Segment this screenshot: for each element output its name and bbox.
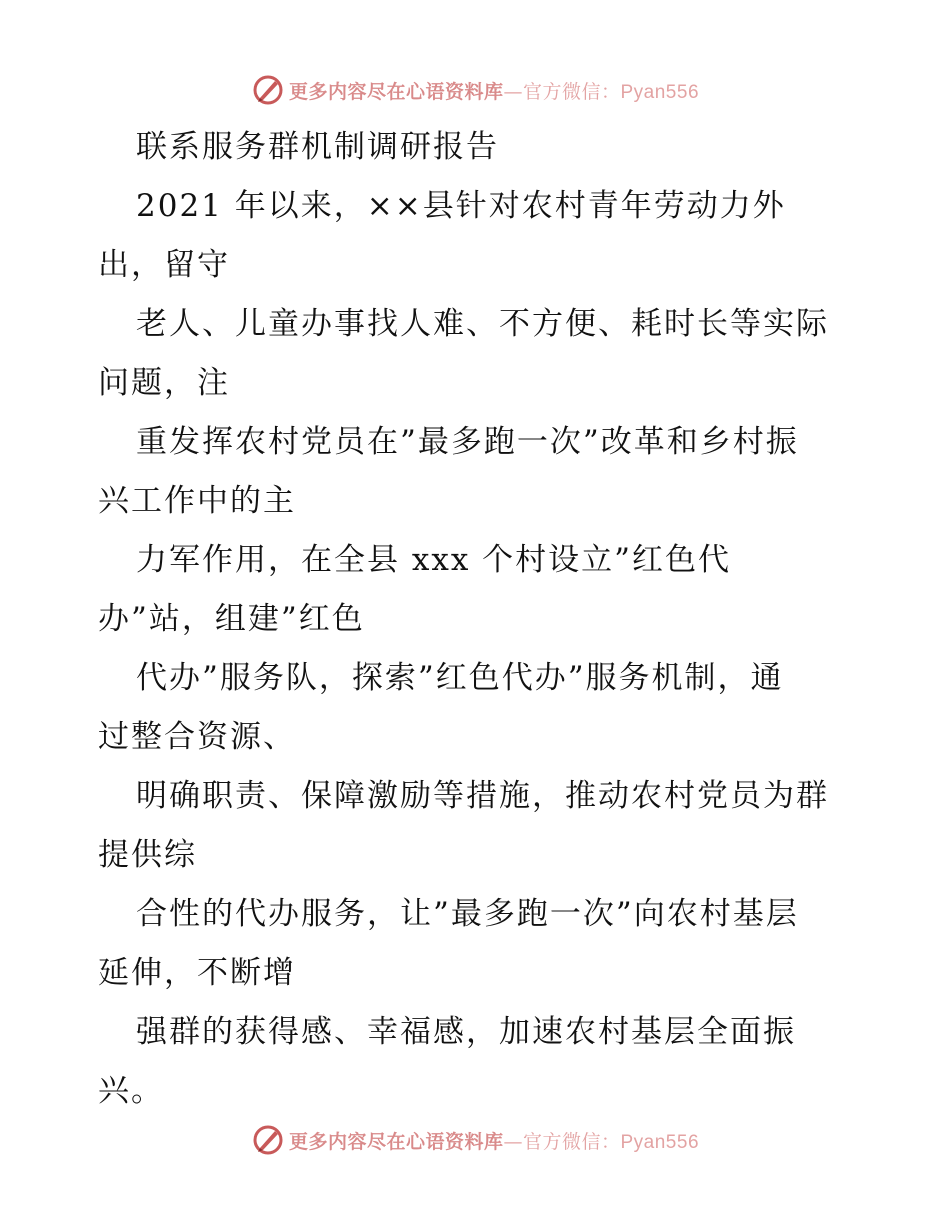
text-line: 明确职责、保障激励等措施，推动农村党员为群 [136, 778, 829, 814]
watermark-text [289, 1127, 699, 1154]
text-line: 兴工作中的主 [98, 483, 296, 519]
text-line: 过整合资源、 [98, 719, 296, 755]
text-line: 力军作用，在全县 xxx 个村设立”红色代 [136, 542, 732, 578]
watermark-dash: — [503, 1130, 523, 1153]
watermark-text [289, 77, 699, 104]
text-line: 合性的代办服务，让”最多跑一次”向农村基层 [136, 896, 799, 932]
text-line: 办”站，组建”红色 [98, 601, 365, 637]
document-body [98, 118, 878, 1121]
text-line: 提供综 [98, 837, 197, 873]
pen-logo-icon [251, 73, 285, 107]
text-line: 代办”服务队，探索”红色代办”服务机制，通 [136, 660, 784, 696]
text-line: 兴。 [98, 1073, 164, 1109]
text-line: 出，留守 [98, 247, 230, 283]
watermark-wechat-id: Pyan556 [620, 81, 700, 103]
pen-logo-icon [251, 1123, 285, 1157]
text-line: 重发挥农村党员在”最多跑一次”改革和乡村振 [136, 424, 799, 460]
watermark-wechat-id: Pyan556 [620, 1131, 700, 1153]
text-line: 联系服务群机制调研报告 [136, 129, 499, 165]
watermark-brand: 更多内容尽在心语资料库 [288, 80, 504, 103]
text-line: 2021 年以来，××县针对农村青年劳动力外 [136, 188, 786, 224]
watermark-dash: — [503, 80, 523, 103]
text-line: 问题，注 [98, 365, 230, 401]
watermark-wechat-label: 官方微信： [522, 1130, 621, 1153]
watermark-wechat-label: 官方微信： [522, 80, 621, 103]
text-line: 延伸，不断增 [98, 955, 296, 991]
header-watermark [0, 70, 950, 110]
text-line: 老人、儿童办事找人难、不方便、耗时长等实际 [136, 306, 829, 342]
footer-watermark [0, 1120, 950, 1160]
text-line: 强群的获得感、幸福感，加速农村基层全面振 [136, 1014, 796, 1050]
watermark-brand: 更多内容尽在心语资料库 [288, 1130, 504, 1153]
